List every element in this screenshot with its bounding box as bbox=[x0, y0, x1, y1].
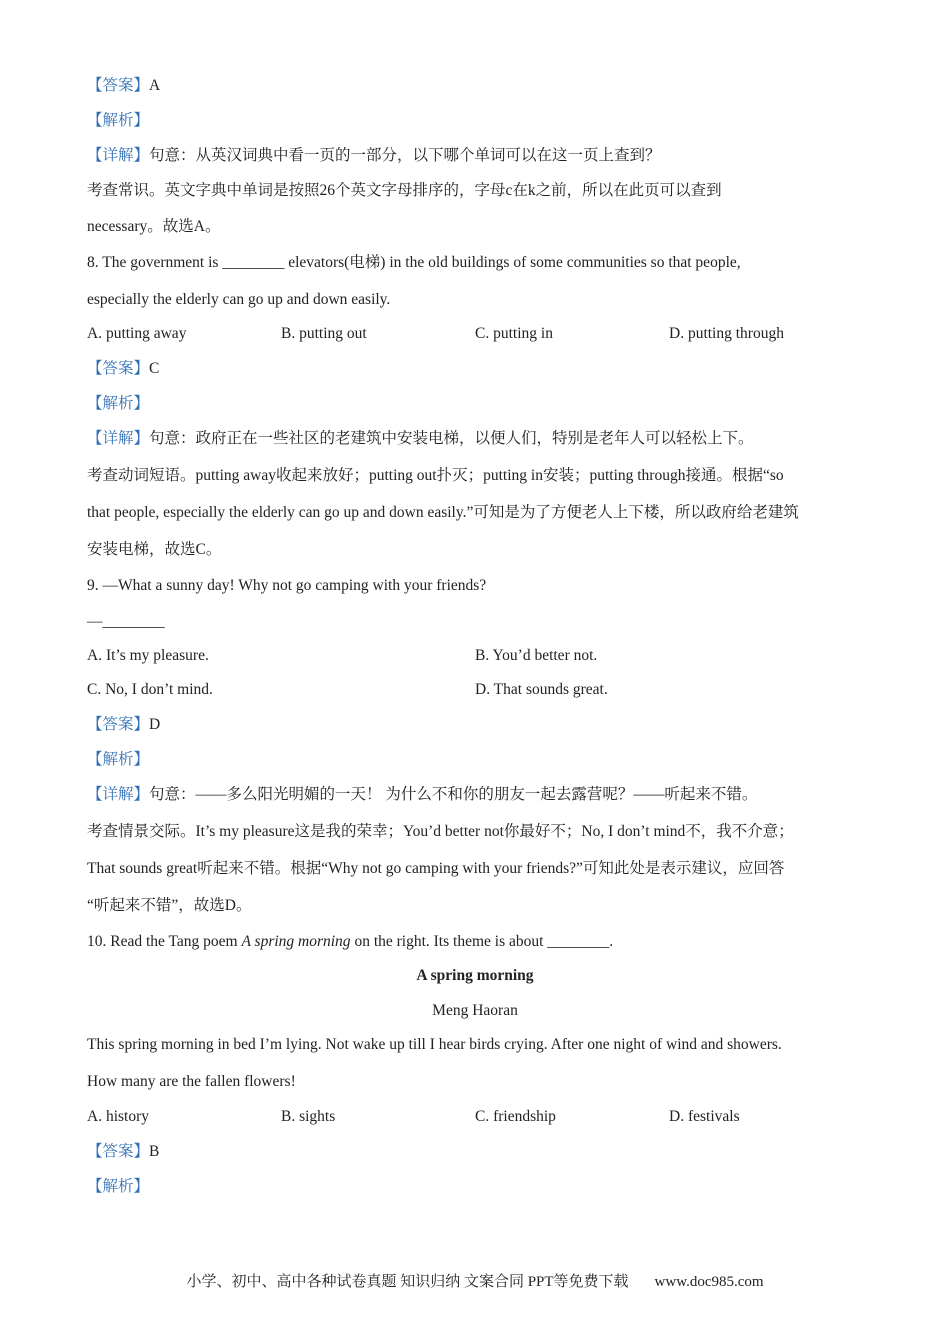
q9-option-d: D. That sounds great. bbox=[475, 681, 608, 698]
q10-answer bbox=[87, 1142, 159, 1162]
q8-answer bbox=[87, 359, 159, 379]
detail-tag: 【详解】 bbox=[87, 147, 150, 164]
q10-option-d: D. festivals bbox=[669, 1108, 740, 1125]
detail-text: 句意：——多么阳光明媚的一天！ 为什么不和你的朋友一起去露营呢？——听起来不错。 bbox=[149, 786, 758, 803]
q7-detail bbox=[87, 146, 661, 166]
q8-option-a: A. putting away bbox=[87, 325, 187, 342]
q7-answer bbox=[87, 76, 160, 96]
q10-analysis-tag: 【解析】 bbox=[87, 1178, 150, 1195]
q7-explain-1: 考查常识。英文字典中单词是按照26个英文字母排序的，字母c在k之前，所以在此页可以查到 bbox=[87, 182, 722, 199]
footer-text: 小学、初中、高中各种试卷真题 知识归纳 文案合同 PPT等免费下载 bbox=[186, 1274, 629, 1290]
q10-stem-italic: A spring morning bbox=[241, 933, 351, 950]
q8-analysis-tag: 【解析】 bbox=[87, 395, 150, 412]
page-footer bbox=[0, 1270, 950, 1291]
q7-analysis-tag: 【解析】 bbox=[87, 112, 150, 129]
q9-detail bbox=[87, 785, 757, 805]
detail-text: 句意：从英汉词典中看一页的一部分，以下哪个单词可以在这一页上查到？ bbox=[149, 147, 661, 164]
q9-option-b: B. You’d better not. bbox=[475, 647, 598, 664]
q9-answer bbox=[87, 715, 160, 735]
q7-explain-2: necessary。故选A。 bbox=[87, 218, 221, 235]
answer-tag: 【答案】 bbox=[87, 360, 150, 377]
q10-stem-post: on the right. Its theme is about ________. bbox=[350, 933, 614, 950]
detail-tag: 【详解】 bbox=[87, 786, 150, 803]
q9-explain-2: That sounds great听起来不错。根据“Why not go camping with your friends?”可知此处是表示建议，应回答 bbox=[87, 860, 785, 877]
poem-line-2: How many are the fallen flowers! bbox=[87, 1073, 296, 1090]
poem-author: Meng Haoran bbox=[432, 1002, 518, 1019]
q8-detail bbox=[87, 429, 754, 449]
q8-stem-1: 8. The government is ________ elevators(电梯) in the old buildings of some communities so that people, bbox=[87, 254, 741, 271]
answer-value: A bbox=[149, 77, 161, 94]
q8-stem-2: especially the elderly can go up and down easily. bbox=[87, 291, 391, 308]
poem-title: A spring morning bbox=[416, 967, 534, 984]
q9-stem-2: —________ bbox=[87, 613, 165, 630]
q9-explain-3: “听起来不错”，故选D。 bbox=[87, 897, 252, 914]
footer-url[interactable]: www.doc985.com bbox=[654, 1274, 764, 1290]
answer-value: D bbox=[149, 716, 161, 733]
q9-analysis-tag: 【解析】 bbox=[87, 751, 150, 768]
q8-explain-3: 安装电梯，故选C。 bbox=[87, 541, 222, 558]
q10-option-c: C. friendship bbox=[475, 1108, 556, 1125]
answer-value: B bbox=[149, 1143, 160, 1160]
q9-stem-1: 9. —What a sunny day! Why not go camping with your friends? bbox=[87, 577, 487, 594]
answer-value: C bbox=[149, 360, 160, 377]
q10-option-b: B. sights bbox=[281, 1108, 336, 1125]
q8-explain-2: that people, especially the elderly can go up and down easily.”可知是为了方便老人上下楼，所以政府给老建筑 bbox=[87, 504, 799, 521]
q10-stem bbox=[87, 932, 613, 952]
q9-option-a: A. It’s my pleasure. bbox=[87, 647, 209, 664]
q9-explain-1: 考查情景交际。It’s my pleasure这是我的荣幸；You’d better not你最好不；No, I don’t mind不，我不介意； bbox=[87, 823, 794, 840]
detail-tag: 【详解】 bbox=[87, 430, 150, 447]
detail-text: 句意：政府正在一些社区的老建筑中安装电梯，以便人们，特别是老年人可以轻松上下。 bbox=[149, 430, 754, 447]
q9-option-c: C. No, I don’t mind. bbox=[87, 681, 213, 698]
q8-option-c: C. putting in bbox=[475, 325, 553, 342]
q8-option-d: D. putting through bbox=[669, 325, 784, 342]
q8-option-b: B. putting out bbox=[281, 325, 367, 342]
q10-stem-pre: 10. Read the Tang poem bbox=[87, 933, 242, 950]
answer-tag: 【答案】 bbox=[87, 1143, 150, 1160]
q8-explain-1: 考查动词短语。putting away收起来放好；putting out扑灭；putting in安装；putting through接通。根据“so bbox=[87, 467, 784, 484]
poem-line-1: This spring morning in bed I’m lying. Not wake up till I hear birds crying. After one night of wind and showers. bbox=[87, 1036, 782, 1053]
answer-tag: 【答案】 bbox=[87, 716, 150, 733]
answer-tag: 【答案】 bbox=[87, 77, 150, 94]
q10-option-a: A. history bbox=[87, 1108, 149, 1125]
